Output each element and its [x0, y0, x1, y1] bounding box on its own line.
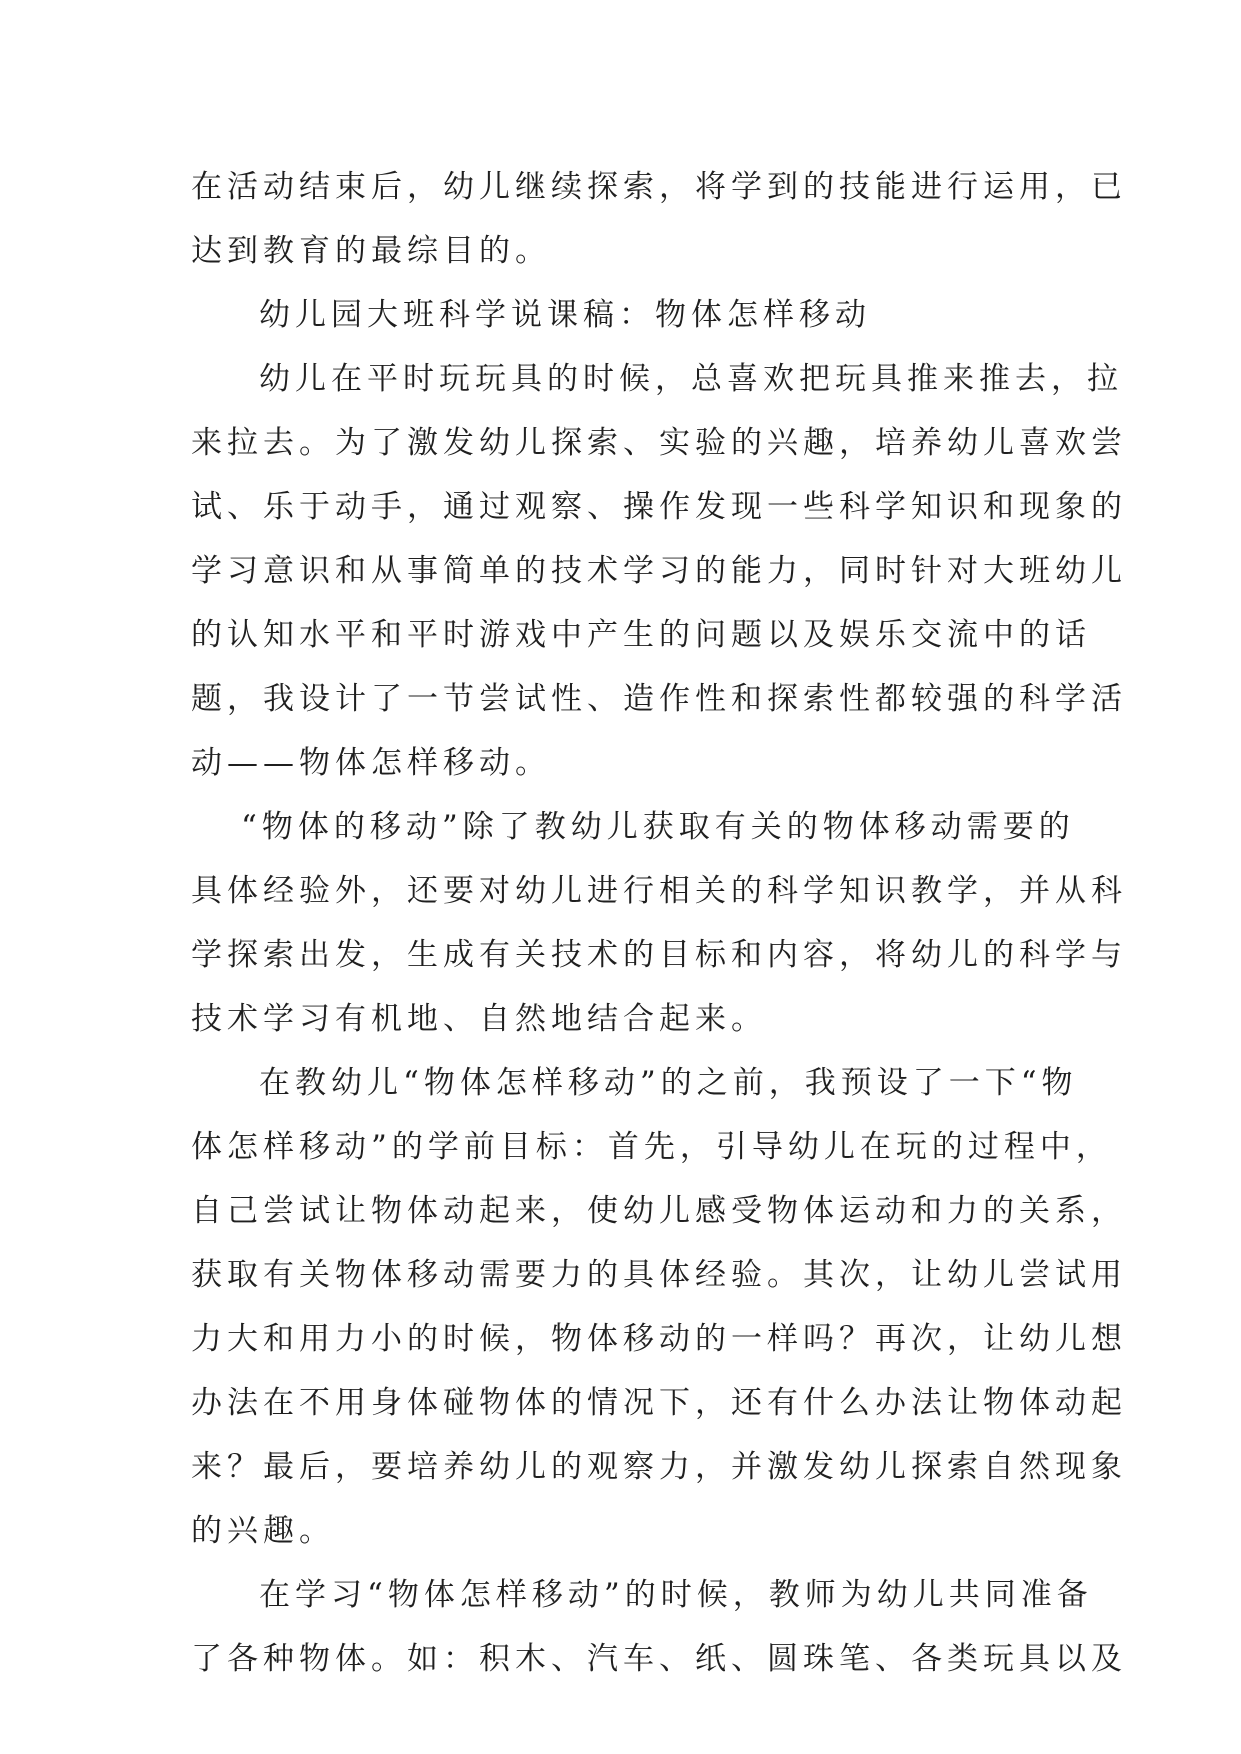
- text-line: 体怎样移动”的学前目标：首先，引导幼儿在玩的过程中，: [191, 1129, 1112, 1165]
- text-line: 办法在不用身体碰物体的情况下，还有什么办法让物体动起: [191, 1385, 1127, 1421]
- text-line: 学探索出发，生成有关技术的目标和内容，将幼儿的科学与: [191, 937, 1127, 973]
- text-line: 获取有关物体移动需要力的具体经验。其次，让幼儿尝试用: [191, 1257, 1127, 1293]
- text-line: 的认知水平和平时游戏中产生的问题以及娱乐交流中的话: [191, 617, 1091, 653]
- text-line: 来拉去。为了激发幼儿探索、实验的兴趣，培养幼儿喜欢尝: [191, 425, 1127, 461]
- text-line: 来？最后，要培养幼儿的观察力，并激发幼儿探索自然现象: [191, 1449, 1127, 1485]
- text-line: 的兴趣。: [191, 1513, 335, 1549]
- text-line: 力大和用力小的时候，物体移动的一样吗？再次，让幼儿想: [191, 1321, 1127, 1357]
- text-line: 达到教育的最综目的。: [191, 233, 551, 269]
- text-line: 动——物体怎样移动。: [191, 745, 551, 781]
- text-line: 在学习“物体怎样移动”的时候，教师为幼儿共同准备: [259, 1577, 1093, 1613]
- text-line: 技术学习有机地、自然地结合起来。: [191, 1001, 767, 1037]
- document-body: [191, 155, 1127, 1691]
- text-line: “物体的移动”除了教幼儿获取有关的物体移动需要的: [241, 809, 1075, 845]
- text-line: 幼儿在平时玩玩具的时候，总喜欢把玩具推来推去，拉: [259, 361, 1123, 397]
- section-heading: 幼儿园大班科学说课稿：物体怎样移动: [259, 297, 871, 333]
- text-line: 学习意识和从事简单的技术学习的能力，同时针对大班幼儿: [191, 553, 1127, 589]
- text-line: 试、乐于动手，通过观察、操作发现一些科学知识和现象的: [191, 489, 1127, 525]
- text-line: 具体经验外，还要对幼儿进行相关的科学知识教学，并从科: [191, 873, 1127, 909]
- text-line: 题，我设计了一节尝试性、造作性和探索性都较强的科学活: [191, 681, 1127, 717]
- text-line: 在活动结束后，幼儿继续探索，将学到的技能进行运用，已: [191, 169, 1127, 205]
- text-line: 了各种物体。如：积木、汽车、纸、圆珠笔、各类玩具以及: [191, 1641, 1127, 1677]
- text-line: 自己尝试让物体动起来，使幼儿感受物体运动和力的关系，: [191, 1193, 1127, 1229]
- text-line: 在教幼儿“物体怎样移动”的之前，我预设了一下“物: [259, 1065, 1078, 1101]
